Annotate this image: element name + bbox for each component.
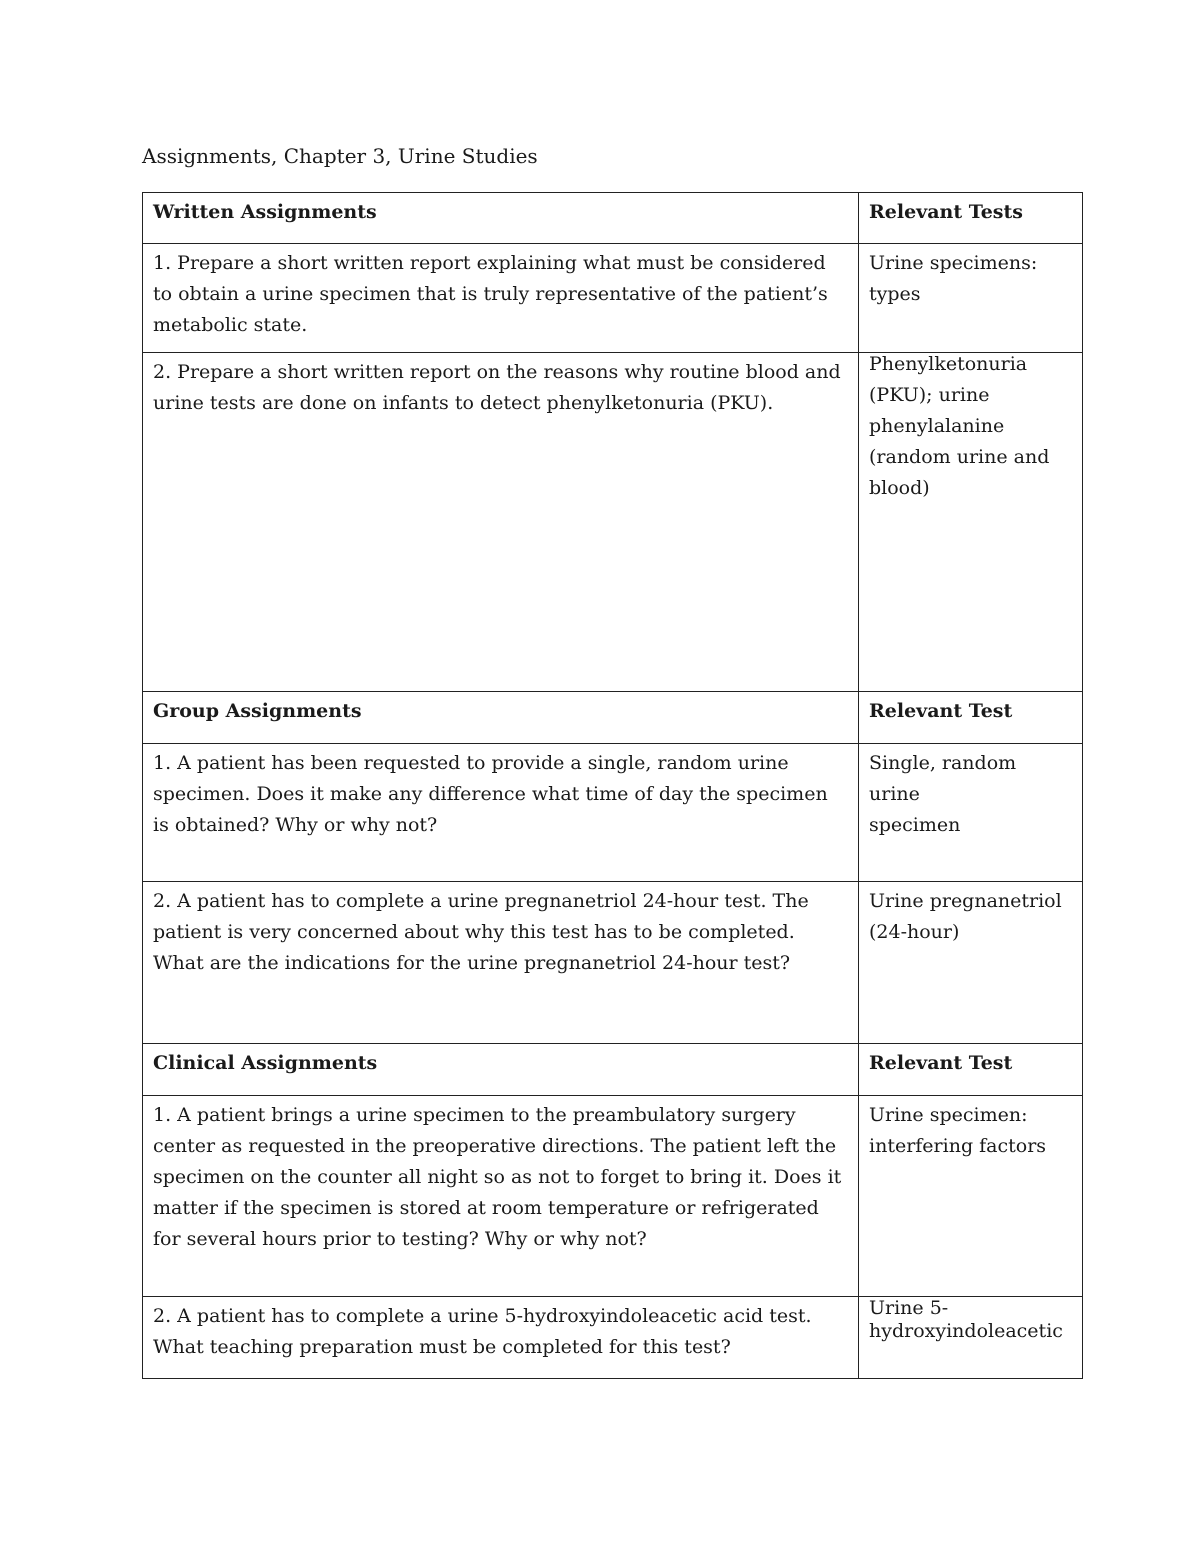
written-row-2-text: 2. Prepare a short written report on the reasons why routine blood and urine tests are done on infants to detect phenylketonuria (PKU). <box>143 353 859 692</box>
test-line: Urine 5- <box>869 1297 949 1319</box>
test-line: interfering factors <box>869 1135 1047 1157</box>
clinical-row-2-test <box>859 1297 1083 1379</box>
table-row <box>143 1297 1083 1379</box>
test-line: (PKU); urine <box>869 384 990 406</box>
test-line: types <box>869 283 921 305</box>
group-row-2-text: 2. A patient has to complete a urine pregnanetriol 24-hour test. The patient is very concerned about why this test has to be completed. What are the indications for the urine pregnanetriol 24-hour test? <box>143 882 859 1044</box>
table-row <box>143 353 1083 692</box>
assignments-table <box>142 192 1083 1379</box>
test-line: Urine specimen: <box>869 1104 1028 1126</box>
test-line: (random urine and <box>869 446 1050 468</box>
table-row <box>143 692 1083 744</box>
group-header-right: Relevant Test <box>859 692 1083 744</box>
written-header-right: Relevant Tests <box>859 193 1083 244</box>
test-line: (24-hour) <box>869 921 960 943</box>
table-row <box>143 1044 1083 1096</box>
test-line: Urine pregnanetriol <box>869 890 1062 912</box>
clinical-header-left: Clinical Assignments <box>143 1044 859 1096</box>
clinical-row-1-test <box>859 1096 1083 1297</box>
table-row <box>143 193 1083 244</box>
group-header-left: Group Assignments <box>143 692 859 744</box>
written-header-left: Written Assignments <box>143 193 859 244</box>
test-line: blood) <box>869 477 930 499</box>
group-row-2-test <box>859 882 1083 1044</box>
test-line: Single, random urine <box>869 752 1017 805</box>
test-line: Phenylketonuria <box>869 353 1028 375</box>
test-line: phenylalanine <box>869 415 1005 437</box>
group-row-1-text: 1. A patient has been requested to provide a single, random urine specimen. Does it make any difference what time of day the specimen is obtained? Why or why not? <box>143 744 859 882</box>
written-row-2-test <box>859 353 1083 692</box>
test-line: hydroxyindoleacetic <box>869 1320 1063 1342</box>
test-line: Urine specimens: <box>869 252 1038 274</box>
table-row <box>143 244 1083 353</box>
table-row <box>143 1096 1083 1297</box>
clinical-header-right: Relevant Test <box>859 1044 1083 1096</box>
table-row <box>143 744 1083 882</box>
clinical-row-2-text: 2. A patient has to complete a urine 5-hydroxyindoleacetic acid test. What teaching preparation must be completed for this test? <box>143 1297 859 1379</box>
group-row-1-test <box>859 744 1083 882</box>
test-line: specimen <box>869 814 961 836</box>
written-row-1-text: 1. Prepare a short written report explaining what must be considered to obtain a urine specimen that is truly representative of the patient’s metabolic state. <box>143 244 859 353</box>
clinical-row-1-text: 1. A patient brings a urine specimen to the preambulatory surgery center as requested in the preoperative directions. The patient left the specimen on the counter all night so as not to forget to bring it. Does it matter if the specimen is stored at room temperature or refrigerated for several hours prior to testing? Why or why not? <box>143 1096 859 1297</box>
written-row-1-test <box>859 244 1083 353</box>
table-row <box>143 882 1083 1044</box>
document-title: Assignments, Chapter 3, Urine Studies <box>142 144 538 168</box>
